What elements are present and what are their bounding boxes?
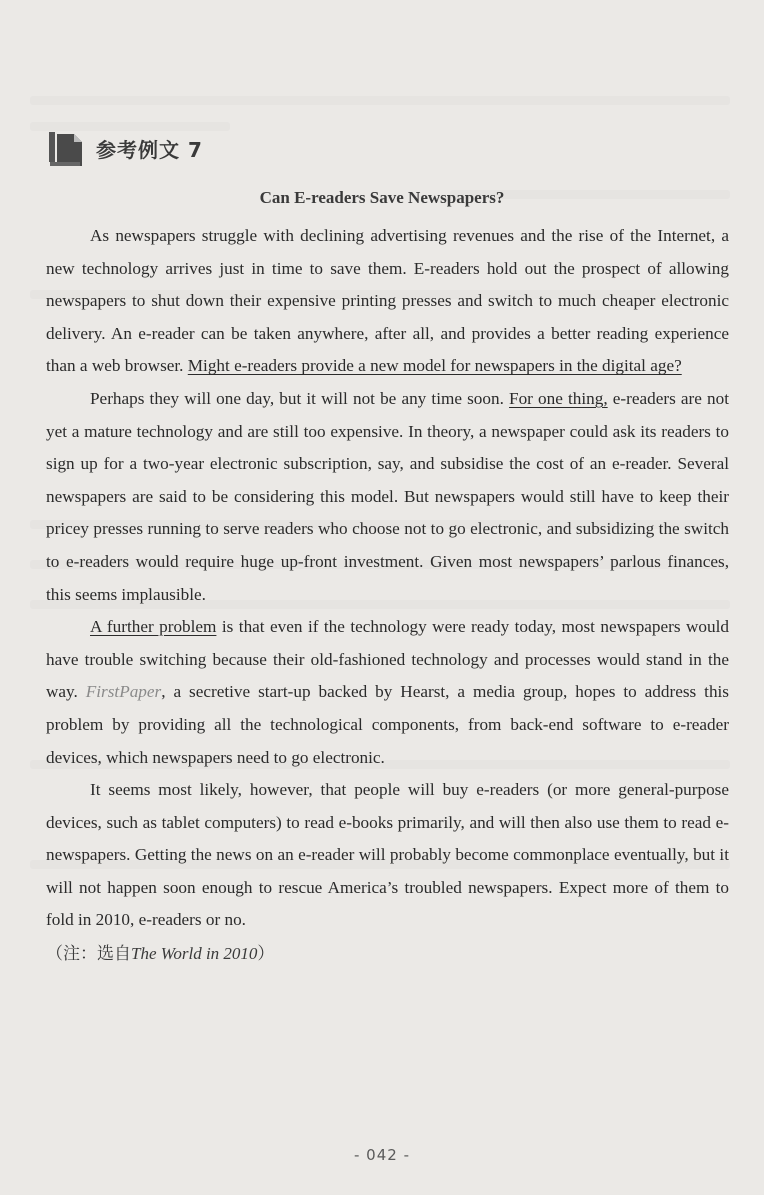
section-header bbox=[48, 128, 203, 168]
article-body bbox=[46, 220, 729, 969]
p2-text-a: Perhaps they will one day, but it will not be any time soon. bbox=[90, 388, 510, 408]
document-icon bbox=[48, 128, 84, 168]
p2-underlined: For one thing, bbox=[509, 388, 608, 408]
page-number: - 042 - bbox=[354, 1146, 410, 1164]
paragraph-4: It seems most likely, however, that people will buy e-readers (or more general-purpose devices, such as tablet computers) to read e-books primarily, and will then also use them to read e-newspapers. Getting the news on an e-reader will probably become commonplace eventually, but it will not happen soon enough to rescue America’s troubled newspapers. Expect more of them to fold in 2010, e-readers or no. bbox=[46, 780, 729, 930]
note-work-title: The World in 2010 bbox=[131, 944, 258, 964]
article-title: Can E-readers Save Newspapers? bbox=[259, 188, 505, 207]
p1-underlined: Might e-readers provide a new model for newspapers in the digital age? bbox=[187, 356, 682, 376]
note-suffix: ） bbox=[257, 944, 275, 964]
section-title: 参考例文 7 bbox=[96, 137, 203, 162]
p3-italic-company: FirstPaper bbox=[85, 682, 162, 702]
p3-underlined: A further problem bbox=[90, 617, 217, 637]
source-note bbox=[46, 939, 729, 969]
paragraph-3 bbox=[46, 611, 729, 774]
p3-text-b: , a secretive start-up backed by Hearst, a media group, hopes to address this problem by providing all the technological components, from back-end software to e-reader devices, which newspapers need to go electronic. bbox=[46, 682, 729, 767]
p3-text-a: is that even if the technology were ready today, most newspapers would have trouble switching because their old-fashioned technology and processes would stand in the way. bbox=[46, 617, 729, 702]
p2-text-b: e-readers are not yet a mature technology and are still too expensive. In theory, a newspaper could ask its readers to sign up for a two-year electronic subscription, say, and subsidise the cost of an e-reader. Several newspapers are said to be considering this model. But newspapers would still have to keep their pricey presses running to serve readers who choose not to go electronic, and subsidizing the switch to e-readers would require huge up-front investment. Given most newspapers’ parlous finances, this seems implausible. bbox=[46, 388, 730, 604]
paragraph-2 bbox=[46, 383, 729, 611]
note-prefix: （注：选自 bbox=[46, 944, 131, 964]
p1-text: As newspapers struggle with declining advertising revenues and the rise of the Internet, a new technology arrives just in time to save them. E-readers hold out the prospect of allowing newspapers to shut down their expensive printing presses and switch to much cheaper electronic delivery. An e-reader can be taken anywhere, after all, and provides a better reading experience than a web browser. bbox=[46, 226, 729, 376]
paragraph-1 bbox=[46, 220, 729, 383]
